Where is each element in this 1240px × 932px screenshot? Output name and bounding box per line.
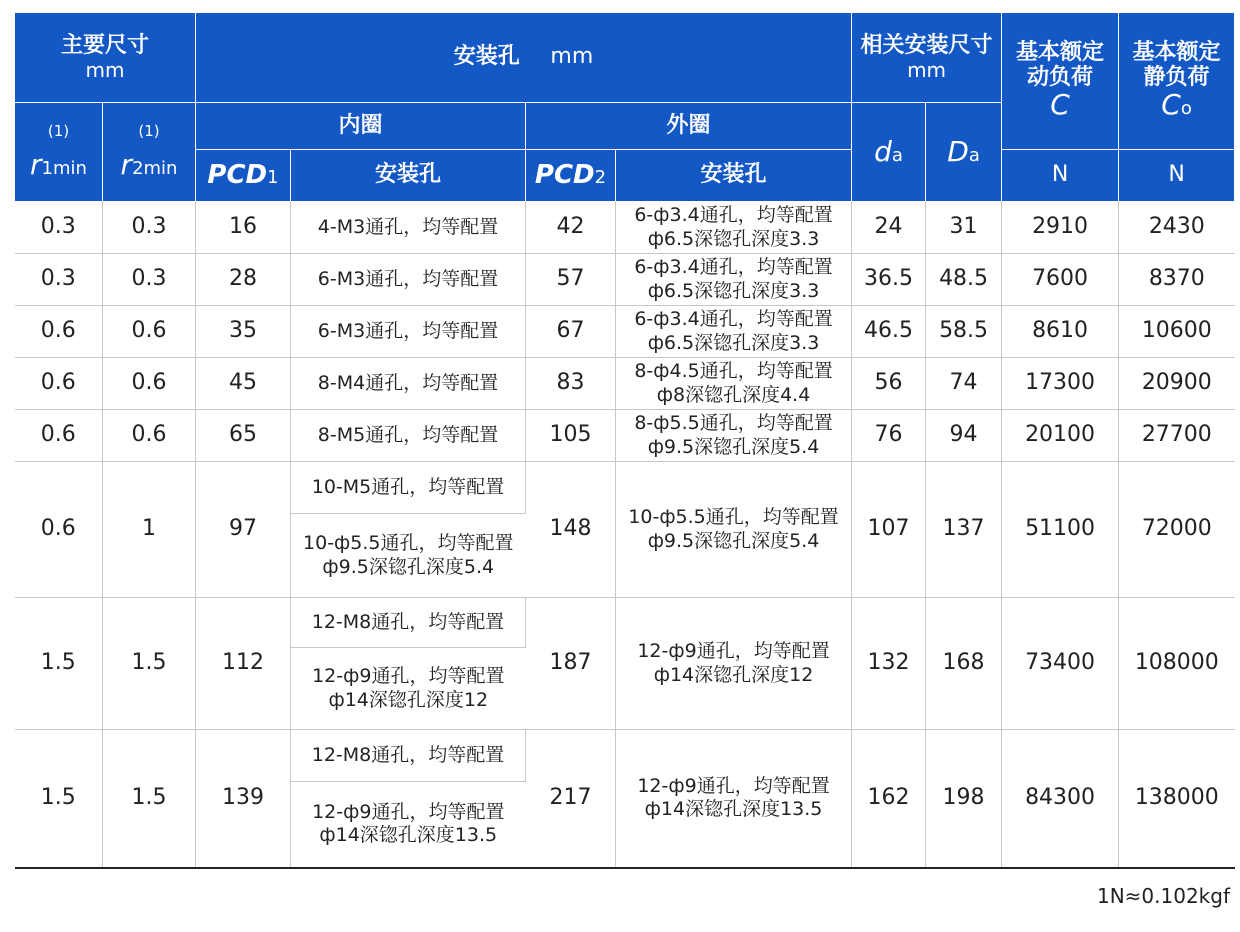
pcd2-cell: 42: [526, 202, 616, 254]
outer-mount-hole-cell: 12-ф9通孔，均等配置 ф14深锪孔深度12: [616, 598, 852, 730]
da-cell: 46.5: [852, 306, 926, 358]
table-row: [15, 306, 1235, 358]
outer-mount-hole-cell: 6-ф3.4通孔，均等配置 ф6.5深锪孔深度3.3: [616, 202, 852, 254]
Da-cell: 168: [926, 598, 1002, 730]
Da-cell: 48.5: [926, 254, 1002, 306]
unit-footnote: 1N≈0.102kgf: [1096, 884, 1230, 908]
da-cell: 24: [852, 202, 926, 254]
pcd2-cell: 148: [526, 462, 616, 598]
dynamic-load-cell: 51100: [1002, 462, 1119, 598]
inner-mount-hole-cell: 12-M8通孔，均等配置: [291, 598, 526, 648]
pcd2-cell: 217: [526, 730, 616, 868]
pcd2-cell: 83: [526, 358, 616, 410]
r2min-cell: 0.3: [103, 202, 196, 254]
pcd1-cell: 35: [196, 306, 291, 358]
inner-mount-hole-header: 安装孔: [291, 150, 526, 202]
outer-mount-hole-cell: 10-ф5.5通孔，均等配置 ф9.5深锪孔深度5.4: [616, 462, 852, 598]
Da-header: Da: [926, 103, 1002, 202]
static-load-cell: 108000: [1119, 598, 1235, 730]
pcd1-cell: 112: [196, 598, 291, 730]
da-cell: 76: [852, 410, 926, 462]
pcd2-cell: 105: [526, 410, 616, 462]
inner-mount-hole-cell: 10-M5通孔，均等配置: [291, 462, 526, 514]
inner-mount-hole-cell: 8-M5通孔，均等配置: [291, 410, 526, 462]
static-load-cell: 20900: [1119, 358, 1235, 410]
dynamic-load-unit: N: [1002, 150, 1119, 202]
pcd1-cell: 45: [196, 358, 291, 410]
table-row: [15, 358, 1235, 410]
dynamic-load-cell: 2910: [1002, 202, 1119, 254]
dynamic-load-cell: 73400: [1002, 598, 1119, 730]
outer-ring-header: 外圈: [526, 103, 852, 150]
Da-cell: 198: [926, 730, 1002, 868]
pcd1-cell: 65: [196, 410, 291, 462]
outer-mount-hole-cell: 6-ф3.4通孔，均等配置 ф6.5深锪孔深度3.3: [616, 254, 852, 306]
table-row: [15, 202, 1235, 254]
inner-mount-hole-cell: 10-ф5.5通孔，均等配置 ф9.5深锪孔深度5.4: [291, 514, 526, 598]
r1min-cell: 0.3: [15, 254, 103, 306]
spec-sheet: [14, 12, 1234, 869]
table-row: [15, 462, 1235, 514]
table-body: [15, 202, 1235, 868]
bearing-dimension-table: [14, 12, 1235, 869]
inner-mount-hole-cell: 12-ф9通孔，均等配置 ф14深锪孔深度13.5: [291, 782, 526, 868]
main-dims-header: 主要尺寸 mm: [15, 13, 196, 103]
pcd2-header: PCD2: [526, 150, 616, 202]
r1min-cell: 0.6: [15, 462, 103, 598]
outer-mount-hole-cell: 12-ф9通孔，均等配置 ф14深锪孔深度13.5: [616, 730, 852, 868]
r2min-cell: 0.6: [103, 306, 196, 358]
static-load-unit: N: [1119, 150, 1235, 202]
static-load-cell: 2430: [1119, 202, 1235, 254]
Da-cell: 137: [926, 462, 1002, 598]
table-row: [15, 254, 1235, 306]
inner-ring-header: 内圈: [196, 103, 526, 150]
da-header: da: [852, 103, 926, 202]
r2min-header: $^{(1)}$ r2min: [103, 103, 196, 202]
r2min-cell: 0.6: [103, 358, 196, 410]
outer-mount-hole-cell: 6-ф3.4通孔，均等配置 ф6.5深锪孔深度3.3: [616, 306, 852, 358]
inner-mount-hole-cell: 4-M3通孔，均等配置: [291, 202, 526, 254]
Da-cell: 31: [926, 202, 1002, 254]
related-dims-header: 相关安装尺寸 mm: [852, 13, 1002, 103]
static-load-header: 基本额定 静负荷 Co: [1119, 13, 1235, 150]
r1min-header: $^{(1)}$ r1min: [15, 103, 103, 202]
r2min-cell: 1.5: [103, 730, 196, 868]
dynamic-load-cell: 17300: [1002, 358, 1119, 410]
dynamic-load-cell: 7600: [1002, 254, 1119, 306]
table-row: [15, 730, 1235, 782]
outer-mount-hole-header: 安装孔: [616, 150, 852, 202]
pcd1-cell: 28: [196, 254, 291, 306]
da-cell: 56: [852, 358, 926, 410]
dynamic-load-cell: 84300: [1002, 730, 1119, 868]
pcd1-cell: 16: [196, 202, 291, 254]
static-load-cell: 8370: [1119, 254, 1235, 306]
static-load-cell: 138000: [1119, 730, 1235, 868]
static-load-cell: 10600: [1119, 306, 1235, 358]
r2min-cell: 0.3: [103, 254, 196, 306]
r1min-cell: 0.6: [15, 410, 103, 462]
pcd1-cell: 97: [196, 462, 291, 598]
static-load-cell: 72000: [1119, 462, 1235, 598]
da-cell: 162: [852, 730, 926, 868]
pcd2-cell: 57: [526, 254, 616, 306]
inner-mount-hole-cell: 12-ф9通孔，均等配置 ф14深锪孔深度12: [291, 648, 526, 730]
outer-mount-hole-cell: 8-ф5.5通孔，均等配置 ф9.5深锪孔深度5.4: [616, 410, 852, 462]
dynamic-load-header: 基本额定 动负荷 C: [1002, 13, 1119, 150]
da-cell: 107: [852, 462, 926, 598]
dynamic-load-cell: 20100: [1002, 410, 1119, 462]
da-cell: 36.5: [852, 254, 926, 306]
r1min-cell: 1.5: [15, 730, 103, 868]
pcd1-cell: 139: [196, 730, 291, 868]
Da-cell: 74: [926, 358, 1002, 410]
table-row: [15, 410, 1235, 462]
static-load-cell: 27700: [1119, 410, 1235, 462]
r2min-cell: 1.5: [103, 598, 196, 730]
Da-cell: 58.5: [926, 306, 1002, 358]
r1min-cell: 0.6: [15, 358, 103, 410]
inner-mount-hole-cell: 8-M4通孔，均等配置: [291, 358, 526, 410]
r1min-cell: 0.3: [15, 202, 103, 254]
pcd1-header: PCD1: [196, 150, 291, 202]
mount-holes-header: 安装孔 mm: [196, 13, 852, 103]
pcd2-cell: 187: [526, 598, 616, 730]
pcd2-cell: 67: [526, 306, 616, 358]
da-cell: 132: [852, 598, 926, 730]
r2min-cell: 0.6: [103, 410, 196, 462]
r2min-cell: 1: [103, 462, 196, 598]
table-row: [15, 598, 1235, 648]
inner-mount-hole-cell: 6-M3通孔，均等配置: [291, 254, 526, 306]
r1min-cell: 0.6: [15, 306, 103, 358]
dynamic-load-cell: 8610: [1002, 306, 1119, 358]
inner-mount-hole-cell: 12-M8通孔，均等配置: [291, 730, 526, 782]
Da-cell: 94: [926, 410, 1002, 462]
r1min-cell: 1.5: [15, 598, 103, 730]
outer-mount-hole-cell: 8-ф4.5通孔，均等配置 ф8深锪孔深度4.4: [616, 358, 852, 410]
inner-mount-hole-cell: 6-M3通孔，均等配置: [291, 306, 526, 358]
